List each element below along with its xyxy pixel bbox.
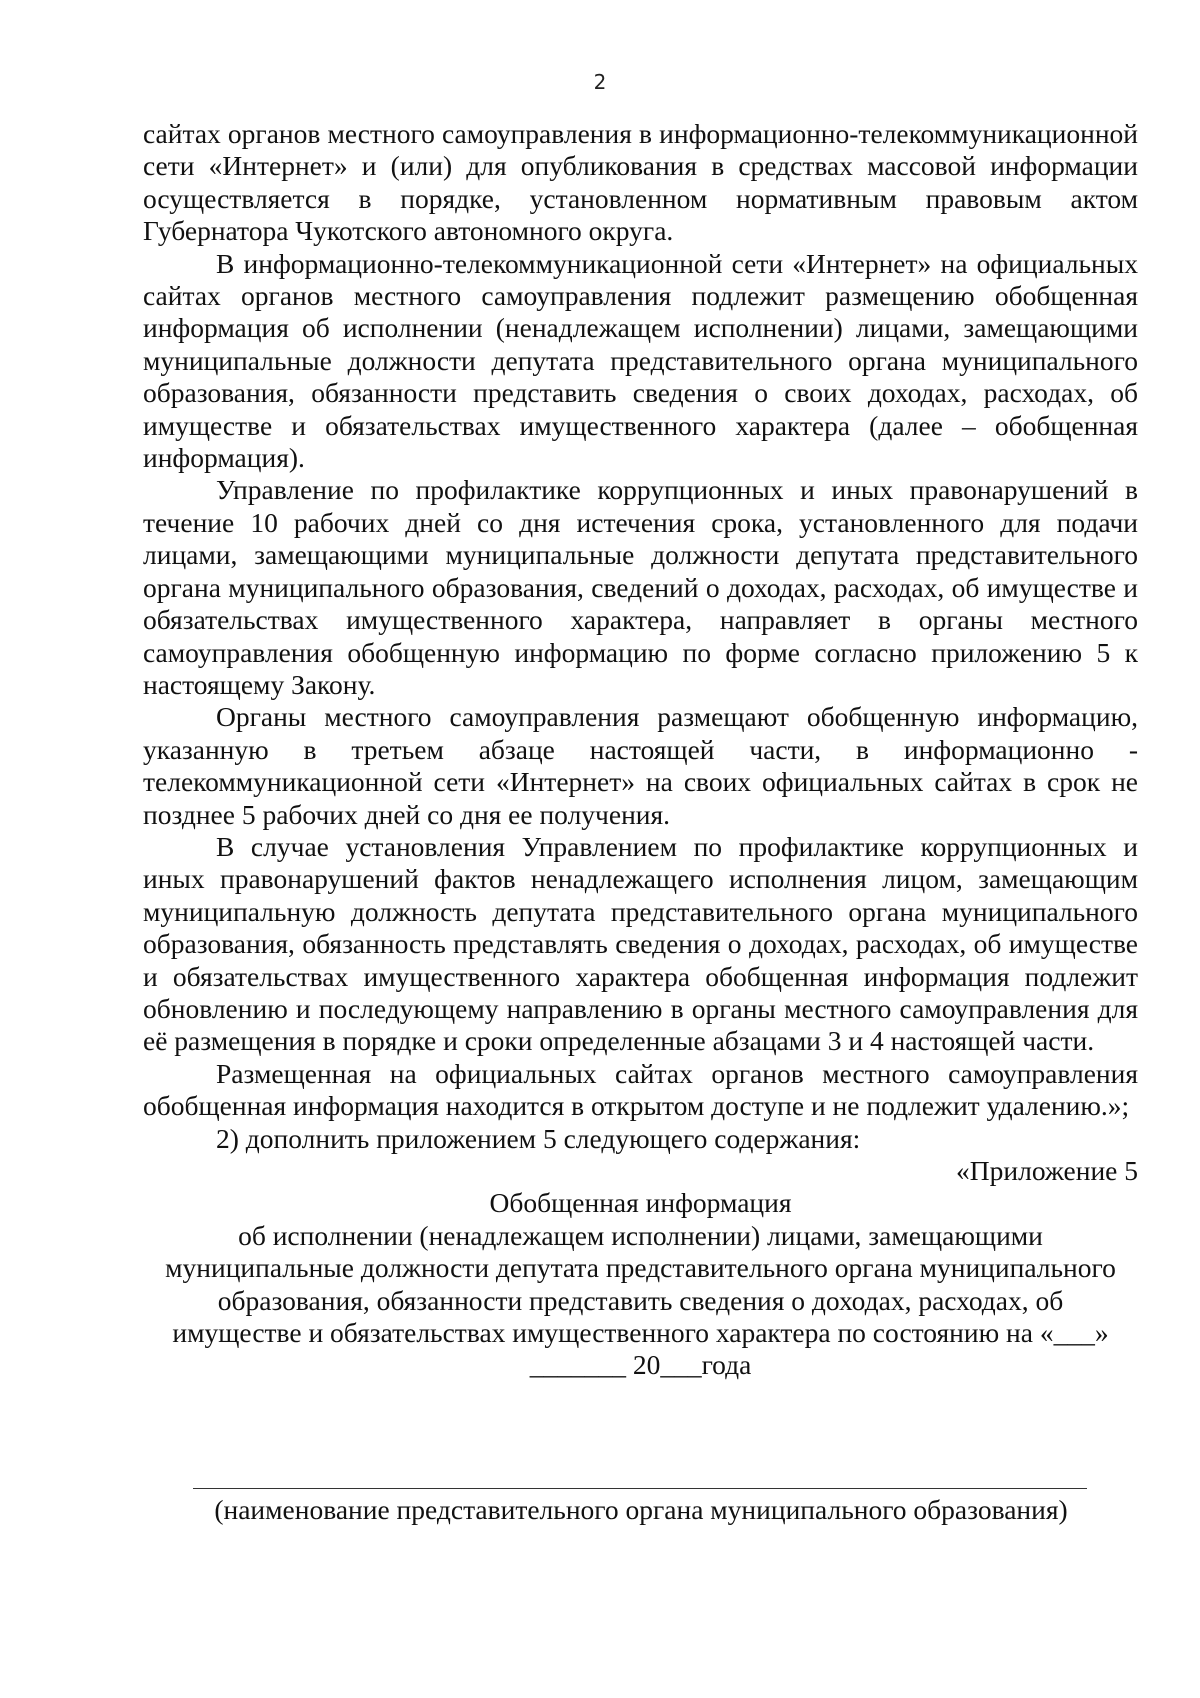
appendix-subtitle-line: об исполнении (ненадлежащем исполнении) лицами, замещающими <box>238 1219 1043 1251</box>
document-body <box>143 118 1138 1382</box>
paragraph-improper-fulfillment: В случае установления Управлением по профилактике коррупционных и иных правонарушений фактов ненадлежащего исполнения лицом, замещающим муниципальную должность депутата представительного органа муниципального образования, обязанность представлять сведения о доходах, расходах, об имуществе и обязательствах имущественного характера обобщенная информация подлежит обновлению и последующему направлению в органы местного самоуправления для её размещения в порядке и сроки определенные абзацами 3 и 4 настоящей части. <box>143 830 1138 1057</box>
appendix-title: Обобщенная информация <box>489 1187 792 1219</box>
paragraph-continuation: сайтах органов местного самоуправления в информационно-телекоммуникационной сети «Интернет» и (или) для опубликования в средствах массовой информации осуществляется в порядке, установленном нормативным правовым актом Губернатора Чукотского автономного округа. <box>143 118 1138 247</box>
blank-caption: (наименование представительного органа муниципального образования) <box>214 1494 1068 1525</box>
paragraph-anticorruption-office: Управление по профилактике коррупционных и иных правонарушений в течение 10 рабочих дней со дня истечения срока, установленного для подачи лицами, замещающими муниципальные должности депутата представительного органа муниципального образования, сведений о доходах, расходах, об имуществе и обязательствах имущественного характера, направляет в органы местного самоуправления обобщенную информацию по форме согласно приложению 5 к настоящему Закону. <box>143 474 1138 700</box>
appendix-subtitle-line: муниципальные должности депутата представительного органа муниципального <box>165 1252 1116 1284</box>
paragraph-open-access: Размещенная на официальных сайтах органов местного самоуправления обобщенная информация находится в открытом доступе и не подлежит удалению.»; <box>143 1057 1138 1122</box>
appendix-label: «Приложение 5 <box>956 1155 1138 1186</box>
appendix-date-line: _______ 20___года <box>529 1349 752 1381</box>
paragraph-internet-publication: В информационно-телекоммуникационной сети «Интернет» на официальных сайтах органов местного самоуправления подлежит размещению обобщенная информация об исполнении (ненадлежащем исполнении) лицами, замещающими муниципальные должности депутата представительного органа муниципального образования, обязанности представить сведения о своих доходах, расходах, об имуществе и обязательствах имущественного характера (далее – обобщенная информация). <box>143 247 1138 474</box>
paragraph-amendment-item: 2) дополнить приложением 5 следующего содержания: <box>216 1122 861 1154</box>
paragraph-local-authorities: Органы местного самоуправления размещают обобщенную информацию, указанную в третьем абзаце настоящей части, в информационно - телекоммуникационной сети «Интернет» на своих официальных сайтах в срок не позднее 5 рабочих дней со дня ее получения. <box>143 701 1138 830</box>
blank-fill-line <box>193 1488 1087 1489</box>
page-number: 2 <box>593 70 607 94</box>
appendix-subtitle-line: образования, обязанности представить сведения о доходах, расходах, об <box>217 1284 1064 1316</box>
appendix-subtitle-line: имуществе и обязательствах имущественного характера по состоянию на «___» <box>172 1317 1109 1349</box>
